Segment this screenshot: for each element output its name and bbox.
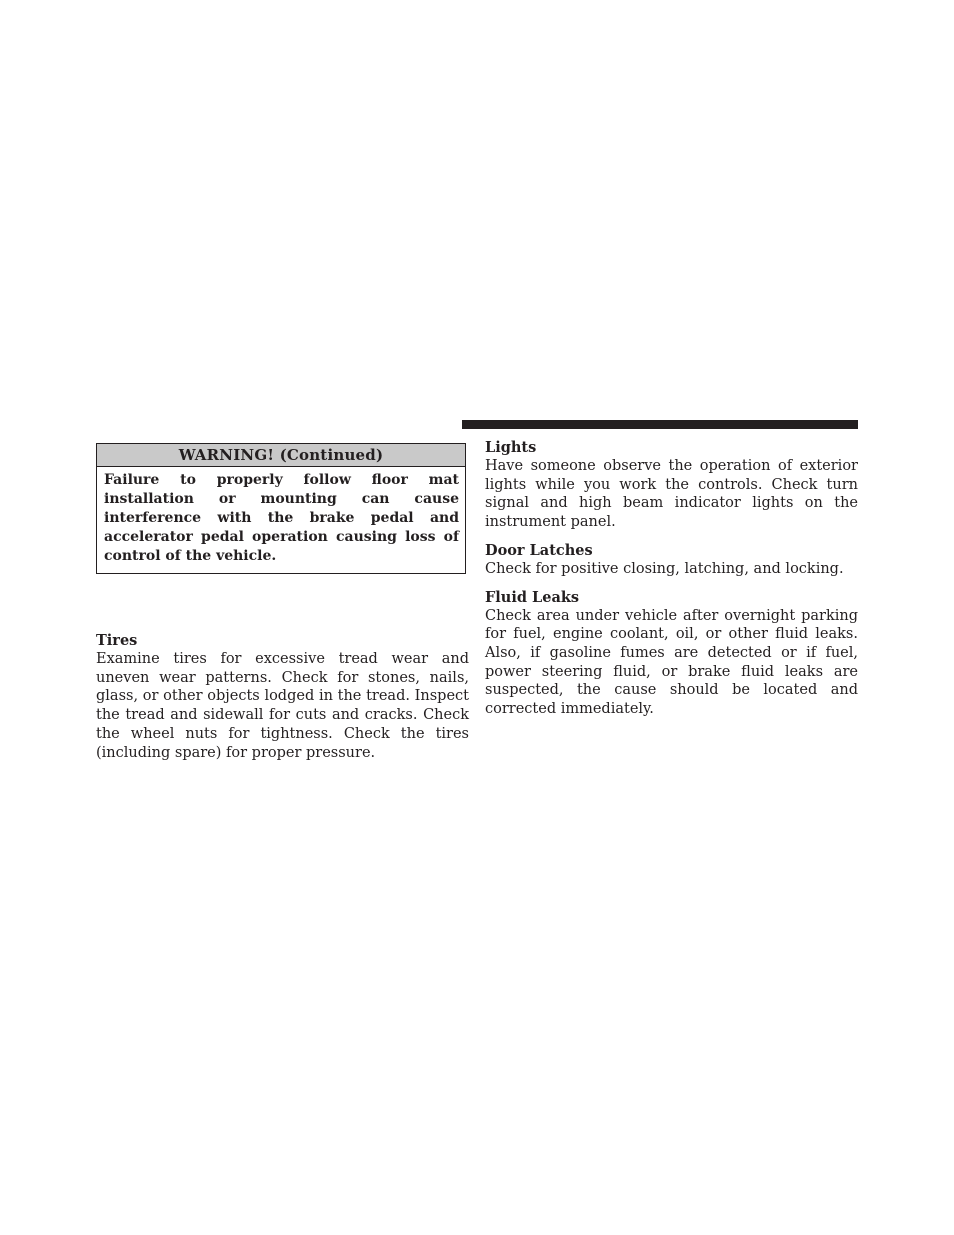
warning-text: Failure to properly follow floor mat installation or mounting can cause interference with the brake pedal and accelerator pedal operation causing loss of control of the vehicle. xyxy=(104,472,459,564)
section-lights xyxy=(485,438,858,532)
section-text: Examine tires for excessive tread wear and uneven wear patterns. Check for stones, nails, glass, or other objects lodged in the tread. Inspect the tread and sidewall for cuts and cracks. Check the wheel nuts for tightness. Check the tires (including spare) for proper pressure. xyxy=(96,651,469,761)
warning-box xyxy=(96,443,466,574)
section-rule xyxy=(462,420,858,429)
section-heading: Fluid Leaks xyxy=(485,588,580,606)
section-tires xyxy=(96,631,469,762)
section-text: Check for positive closing, latching, and locking. xyxy=(485,560,844,577)
section-door-latches xyxy=(485,541,858,579)
section-heading: Door Latches xyxy=(485,541,593,559)
left-column xyxy=(96,443,469,762)
section-text: Check area under vehicle after overnight parking for fuel, engine coolant, oil, or other fluid leaks. Also, if gasoline fumes are detected or if fuel, power steering fluid, or brake fluid leaks are suspected, the cause should be located and corrected immediately. xyxy=(485,607,858,718)
section-text: Have someone observe the operation of exterior lights while you work the controls. Check turn signal and high beam indicator lights on the instrument panel. xyxy=(485,458,858,531)
section-fluid-leaks xyxy=(485,588,858,719)
section-heading: Tires xyxy=(96,632,138,649)
warning-title: WARNING! (Continued) xyxy=(97,444,465,467)
right-column xyxy=(485,438,858,719)
section-heading: Lights xyxy=(485,439,537,456)
